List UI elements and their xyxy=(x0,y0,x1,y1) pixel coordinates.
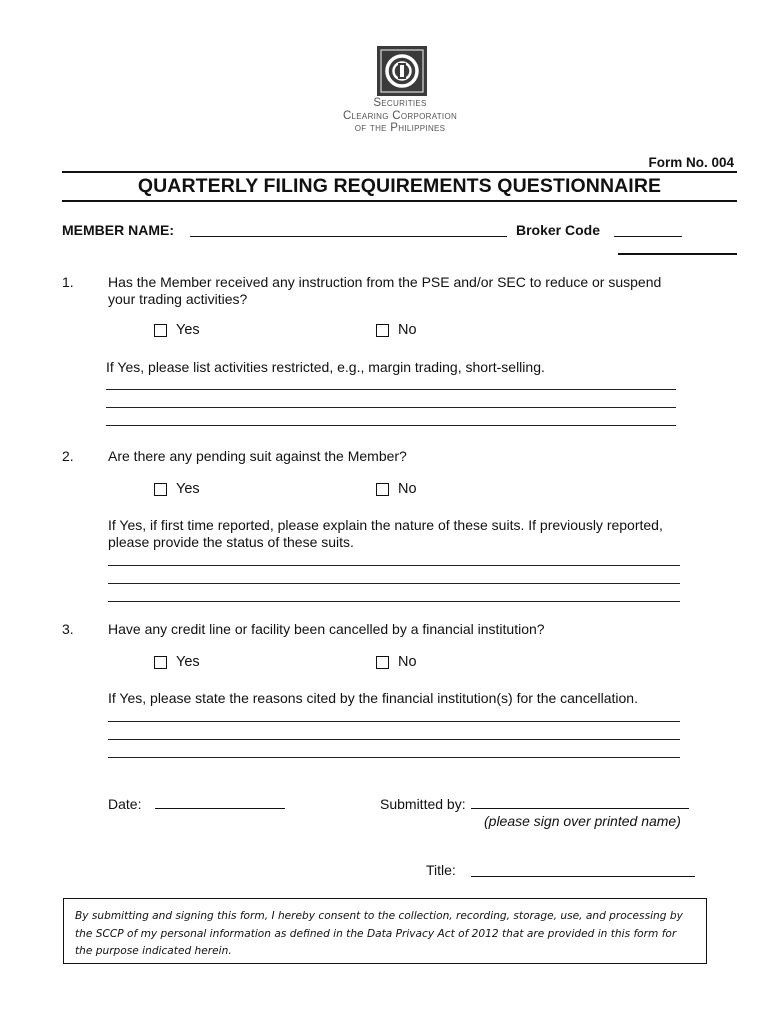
submitted-by-label: Submitted by: xyxy=(380,796,466,812)
title-label: Title: xyxy=(426,862,456,878)
question-1-no-label: No xyxy=(398,322,417,338)
title-field[interactable] xyxy=(471,876,695,877)
question-3-no-checkbox[interactable] xyxy=(376,656,389,669)
question-2-answer-line-2[interactable] xyxy=(108,583,680,584)
question-2-followup: If Yes, if first time reported, please explain the nature of these suits. If previously reported, please provide the status of these suits. xyxy=(108,517,663,550)
submitted-by-field[interactable] xyxy=(471,808,689,809)
logo-line-3: of the Philippines xyxy=(354,122,446,134)
question-1-yes-label: Yes xyxy=(176,322,200,338)
page-title: QUARTERLY FILING REQUIREMENTS QUESTIONNAIRE xyxy=(137,175,662,197)
sign-note: (please sign over printed name) xyxy=(484,813,681,829)
question-1-text: Has the Member received any instruction from the PSE and/or SEC to reduce or suspend your trading activities? xyxy=(108,274,662,307)
question-2-text: Are there any pending suit against the Member? xyxy=(108,448,407,464)
member-name-field[interactable] xyxy=(190,236,507,237)
question-2-yes-option[interactable] xyxy=(154,481,200,497)
broker-code-field[interactable] xyxy=(614,236,682,237)
question-3-answer-line-3[interactable] xyxy=(108,757,680,758)
data-privacy-consent: By submitting and signing this form, I hereby consent to the collection, recording, storage, use, and processing by the SCCP of my personal information as defined in the Data Privacy Act of 2012 that are provided in this form for the purpose indicated herein. xyxy=(63,898,707,964)
question-3-followup: If Yes, please state the reasons cited by the financial institution(s) for the cancellation. xyxy=(108,690,638,706)
logo-line-2: Clearing Corporation xyxy=(342,109,458,122)
question-3-answer-line-2[interactable] xyxy=(108,739,680,740)
logo-wordmark xyxy=(300,97,500,135)
question-1-answer-line-2[interactable] xyxy=(106,407,676,408)
question-2-no-option[interactable] xyxy=(376,481,417,497)
question-2-answer-line-3[interactable] xyxy=(108,601,680,602)
logo-line-1: Securities xyxy=(373,97,427,109)
member-name-label: MEMBER NAME: xyxy=(62,222,174,238)
question-2-number: 2. xyxy=(62,448,74,464)
form-number: Form No. 004 xyxy=(648,155,734,170)
question-2-yes-checkbox[interactable] xyxy=(154,483,167,496)
broker-code-label: Broker Code xyxy=(516,222,601,238)
question-3-yes-label: Yes xyxy=(176,654,200,670)
question-1-no-checkbox[interactable] xyxy=(376,324,389,337)
question-3-yes-option[interactable] xyxy=(154,654,200,670)
question-3-yes-checkbox[interactable] xyxy=(154,656,167,669)
question-1-yes-checkbox[interactable] xyxy=(154,324,167,337)
question-1-number: 1. xyxy=(62,274,74,290)
question-2-no-label: No xyxy=(398,481,417,497)
question-1-answer-line-1[interactable] xyxy=(106,389,676,390)
header-rule-top xyxy=(62,171,737,173)
question-1-no-option[interactable] xyxy=(376,322,417,338)
sccp-logo-icon xyxy=(377,46,427,96)
question-3-answer-line-1[interactable] xyxy=(108,721,680,722)
question-3-no-option[interactable] xyxy=(376,654,417,670)
date-field[interactable] xyxy=(155,808,285,809)
question-2-answer-line-1[interactable] xyxy=(108,565,680,566)
question-3-text: Have any credit line or facility been cancelled by a financial institution? xyxy=(108,621,545,637)
question-3-no-label: No xyxy=(398,654,417,670)
date-label: Date: xyxy=(108,796,142,812)
question-1-yes-option[interactable] xyxy=(154,322,200,338)
header-rule-right xyxy=(618,253,737,255)
question-1-answer-line-3[interactable] xyxy=(106,425,676,426)
question-3-number: 3. xyxy=(62,621,74,637)
question-2-yes-label: Yes xyxy=(176,481,200,497)
question-2-no-checkbox[interactable] xyxy=(376,483,389,496)
header-rule-bottom xyxy=(62,200,737,202)
question-1-followup: If Yes, please list activities restricted, e.g., margin trading, short-selling. xyxy=(106,359,545,375)
